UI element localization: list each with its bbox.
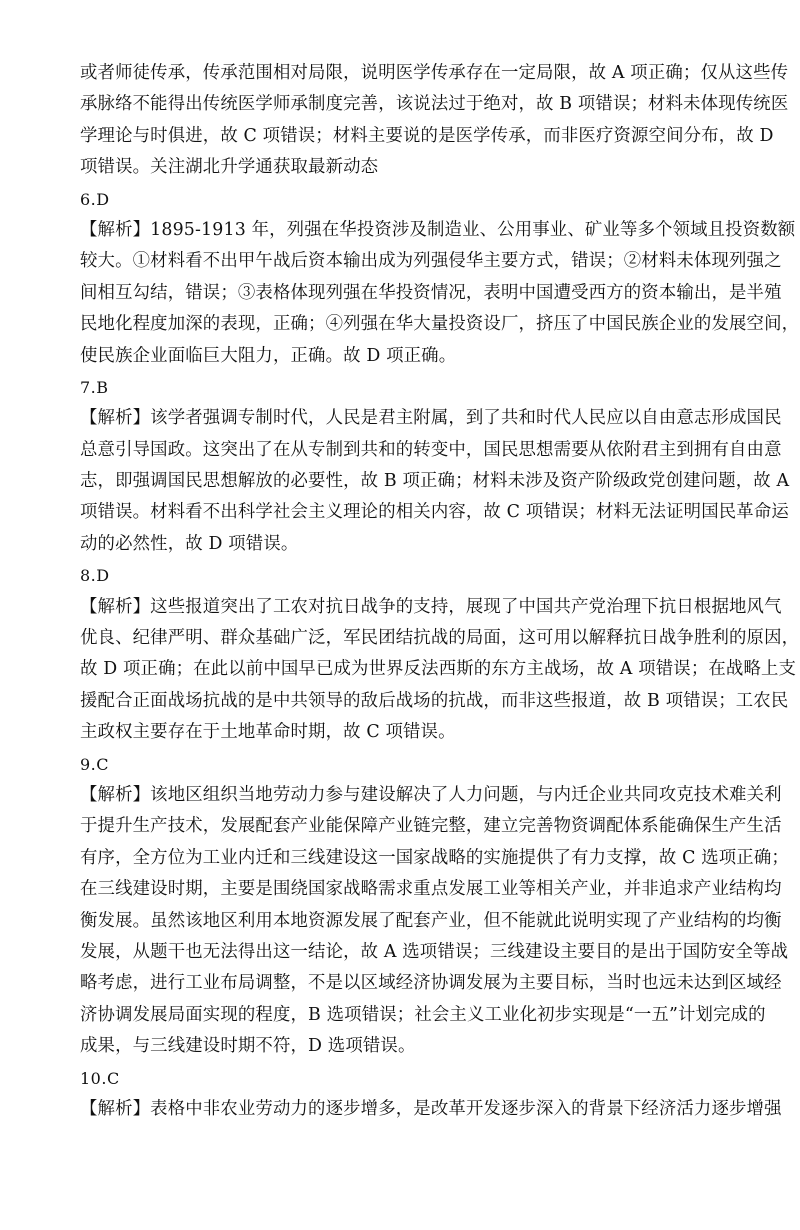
explanation-line: 有序，全方位为工业内迁和三线建设这一国家战略的实施提供了有力支撑，故 C 选项正确；: [80, 847, 789, 868]
explanation-line: 发展，从题干也无法得出这一结论，故 A 选项错误；三线建设主要目的是出于国防安全等战: [80, 941, 789, 962]
explanation-line: 故 D 项正确；在此以前中国早已成为世界反法西斯的东方主战场，故 A 项错误；在战略上支: [80, 659, 797, 680]
explanation-line: 使民族企业面临巨大阻力，正确。故 D 项正确。: [80, 345, 457, 366]
answer-label: 6.D: [80, 189, 110, 209]
answer-label: 9.C: [80, 754, 110, 774]
explanation-line: 较大。①材料看不出甲午战后资本输出成为列强侵华主要方式，错误；②材料未体现列强之: [80, 251, 782, 272]
question-10: [80, 1063, 782, 1126]
explanation-line: 济协调发展局面实现的程度，B 选项错误；社会主义工业化初步实现是“一五”计划完成的: [80, 1004, 766, 1025]
explanation-line: 略考虑，进行工业布局调整，不是以区域经济协调发展为主要目标，当时也远未达到区域经: [80, 973, 782, 994]
text-line: 承脉络不能得出传统医学师承制度完善，该说法过于绝对，故 B 项错误；材料未体现传统医: [80, 94, 789, 115]
explanation-line: 主政权主要存在于土地革命时期，故 C 项错误。: [80, 722, 456, 743]
text-line: 或者师徒传承，传承范围相对局限，说明医学传承存在一定局限，故 A 项正确；仅从这些传: [80, 63, 789, 83]
intro-paragraph: [80, 58, 789, 184]
document-page: [80, 58, 800, 1125]
answer-label: 8.D: [80, 566, 110, 586]
answer-label: 7.B: [80, 377, 109, 397]
explanation-line: 民地化程度加深的表现，正确；④列强在华大量投资设厂，挤压了中国民族企业的发展空间，: [80, 314, 800, 335]
explanation-line: 项错误。材料看不出科学社会主义理论的相关内容，故 C 项错误；材料无法证明国民革命运: [80, 502, 789, 523]
question-6: [80, 184, 800, 372]
explanation-line: 【解析】1895-1913 年，列强在华投资涉及制造业、公用事业、矿业等多个领域且投资数额: [80, 219, 796, 240]
question-9: [80, 749, 789, 1063]
answer-label: 10.C: [80, 1068, 120, 1088]
question-8: [80, 560, 800, 748]
explanation-line: 优良、纪律严明、群众基础广泛，军民团结抗战的局面，这可用以解释抗日战争胜利的原因，: [80, 628, 800, 649]
text-line: 项错误。关注湖北升学通获取最新动态: [80, 157, 379, 178]
explanation-line: 衡发展。虽然该地区利用本地资源发展了配套产业，但不能就此说明实现了产业结构的均衡: [80, 910, 782, 931]
explanation-line: 动的必然性，故 D 项错误。: [80, 533, 299, 554]
question-7: [80, 372, 790, 560]
explanation-line: 在三线建设时期，主要是围绕国家战略需求重点发展工业等相关产业，并非追求产业结构均: [80, 879, 782, 900]
explanation-line: 间相互勾结，错误；③表格体现列强在华投资情况，表明中国遭受西方的资本输出，是半殖: [80, 282, 782, 303]
explanation-line: 援配合正面战场抗战的是中共领导的敌后战场的抗战，而非这些报道，故 B 项错误；工农民: [80, 690, 789, 711]
text-line: 学理论与时俱进，故 C 项错误；材料主要说的是医学传承，而非医疗资源空间分布，故 D: [80, 125, 774, 146]
explanation-line: 【解析】这些报道突出了工农对抗日战争的支持，展现了中国共产党治理下抗日根据地风气: [80, 596, 782, 617]
explanation-line: 【解析】该地区组织当地劳动力参与建设解决了人力问题，与内迁企业共同攻克技术难关利: [80, 784, 782, 805]
explanation-line: 于提升生产技术，发展配套产业能保障产业链完整，建立完善物资调配体系能确保生产生活: [80, 816, 782, 837]
explanation-line: 总意引导国政。这突出了在从专制到共和的转变中，国民思想需要从依附君主到拥有自由意: [80, 439, 782, 460]
explanation-line: 【解析】表格中非农业劳动力的逐步增多，是改革开发逐步深入的背景下经济活力逐步增强: [80, 1098, 782, 1119]
explanation-line: 成果，与三线建设时期不符，D 选项错误。: [80, 1036, 416, 1057]
explanation-line: 【解析】该学者强调专制时代，人民是君主附属，到了共和时代人民应以自由意志形成国民: [80, 408, 782, 429]
explanation-line: 志，即强调国民思想解放的必要性，故 B 项正确；材料未涉及资产阶级政党创建问题，故 A: [80, 471, 790, 492]
